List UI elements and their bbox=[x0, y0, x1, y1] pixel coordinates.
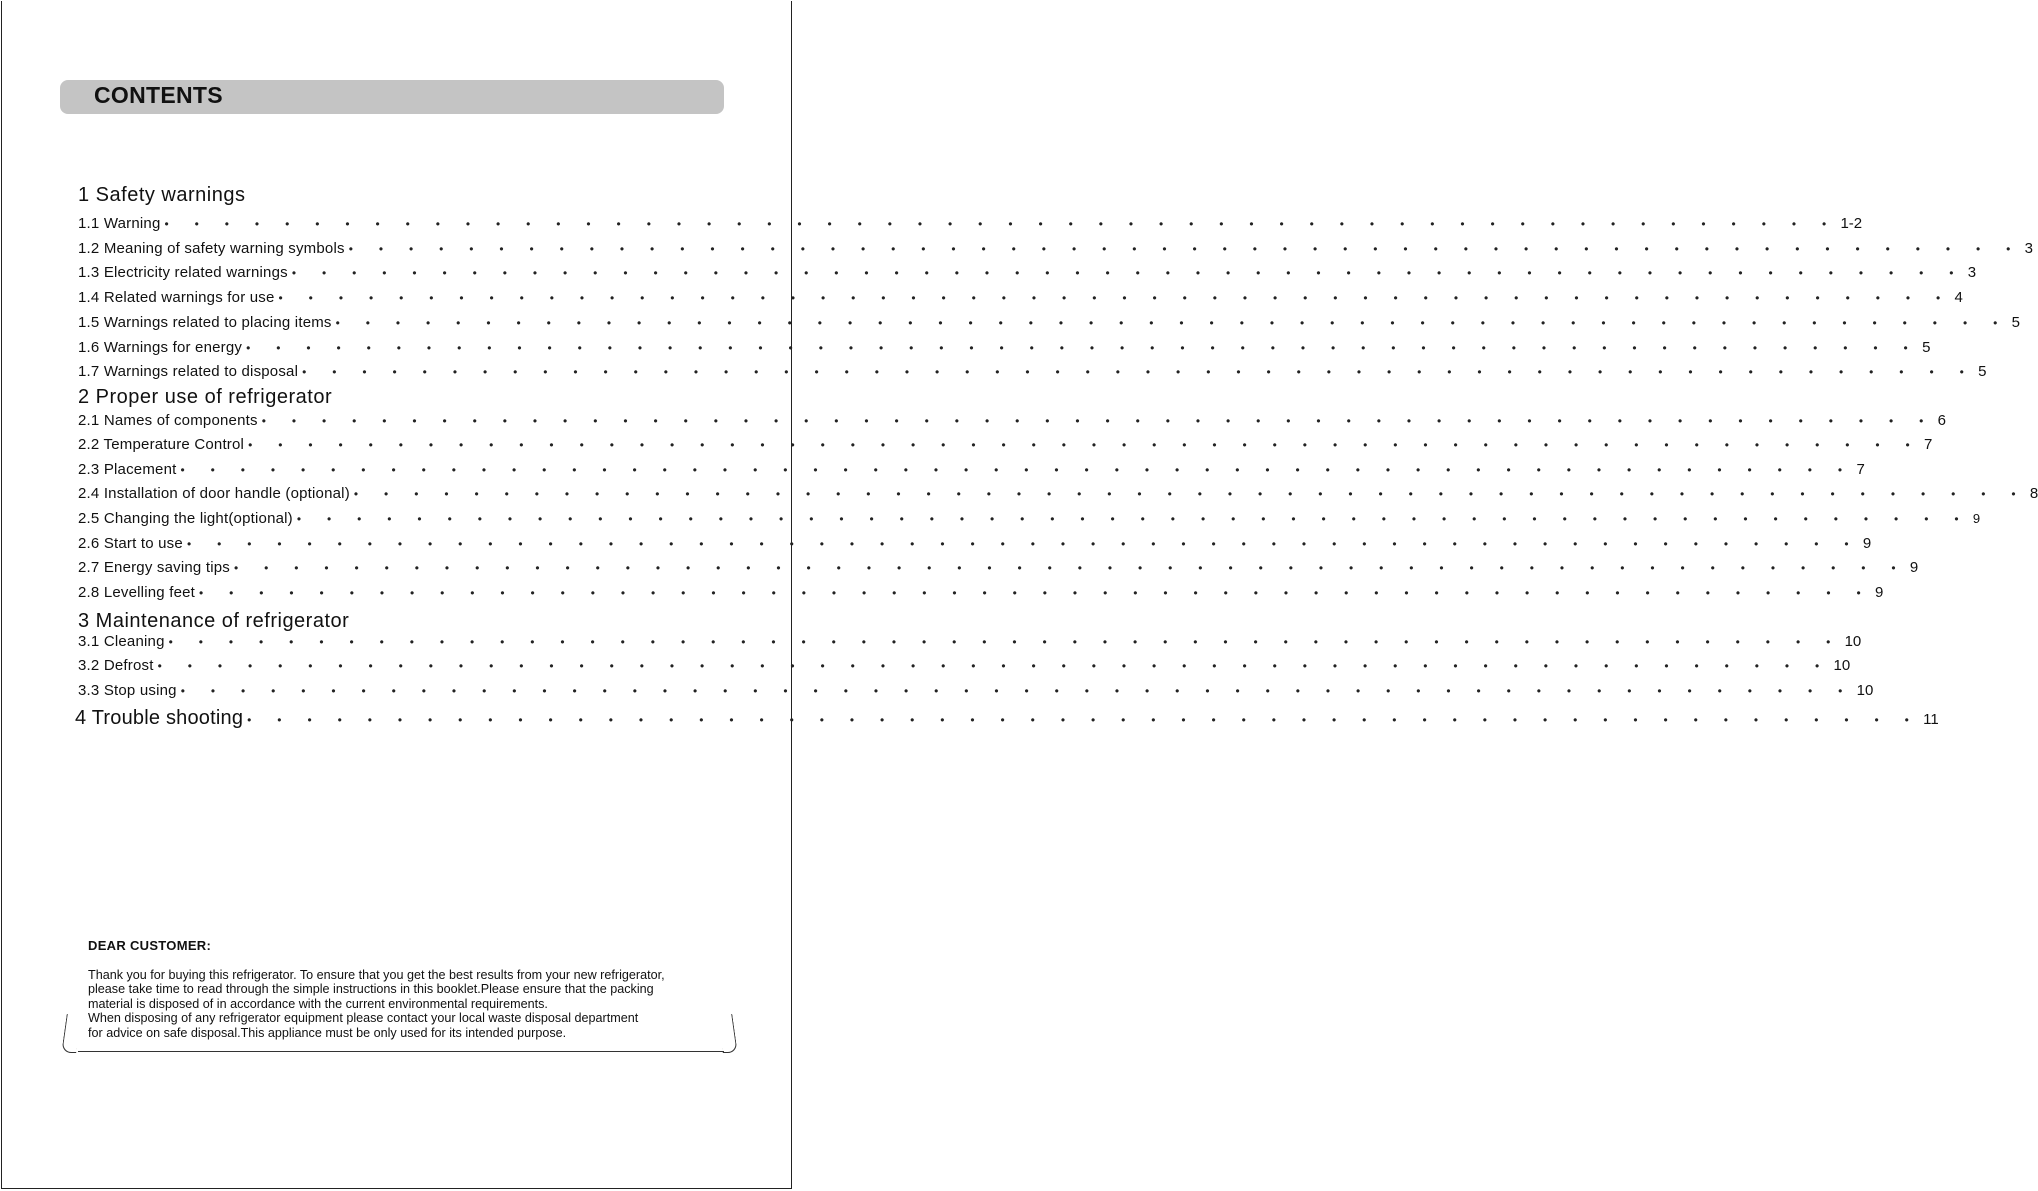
toc-entry-label: 1.3 Electricity related warnings bbox=[78, 264, 288, 281]
toc-entry-page: 7 bbox=[1924, 436, 1933, 453]
toc-entry-label: 1.2 Meaning of safety warning symbols bbox=[78, 240, 345, 257]
toc-entry-label: 2.5 Changing the light(optional) bbox=[78, 510, 293, 527]
toc-entry[interactable] bbox=[78, 412, 1946, 434]
toc-entry[interactable] bbox=[78, 633, 1862, 655]
toc-entry-label: 2.7 Energy saving tips bbox=[78, 559, 230, 576]
toc-entry-page: 3 bbox=[1967, 264, 1977, 281]
toc-entry-page: 4 bbox=[1954, 289, 1963, 306]
toc-entry-page: 8 bbox=[2029, 485, 2038, 502]
toc-entry-page: 9 bbox=[1972, 511, 1981, 526]
leader-dots: • • • • • • • • • • • • • • • • • • • • • • • • • • • • • • • • • • • • • • • • • • • • • • • • • • • • • • • • bbox=[302, 365, 1976, 379]
toc-entry-page: 10 bbox=[1833, 657, 1851, 674]
toc-entry-page: 10 bbox=[1844, 633, 1862, 650]
toc-entry[interactable] bbox=[78, 436, 1933, 458]
toc-entry[interactable] bbox=[78, 215, 1863, 237]
leader-dots: • • • • • • • • • • • • • • • • • • • • • • • • • • • • • • • • • • • • • • • • • • • • • • • • • • • • • • • • bbox=[348, 242, 2022, 256]
section-title-2: 2 Proper use of refrigerator bbox=[78, 386, 333, 408]
toc-entry-label: 2.3 Placement bbox=[78, 461, 177, 478]
toc-entry[interactable] bbox=[78, 535, 1872, 557]
toc-entry-label: 3.1 Cleaning bbox=[78, 633, 165, 650]
toc-entry[interactable] bbox=[78, 461, 1865, 483]
toc-entry-page: 9 bbox=[1874, 584, 1884, 601]
customer-heading: DEAR CUSTOMER: bbox=[88, 938, 212, 953]
customer-line: Thank you for buying this refrigerator. To ensure that you get the best results from your new refrigerator, bbox=[88, 968, 665, 982]
toc-entry[interactable] bbox=[78, 314, 2020, 336]
leader-dots: • • • • • • • • • • • • • • • • • • • • • • • • • • • • • • • • • • • • • • • • • • • • • • • • • • • • • • • • bbox=[296, 512, 1970, 526]
toc-entry[interactable] bbox=[78, 339, 1931, 361]
toc-entry-label: 2.1 Names of components bbox=[78, 412, 258, 429]
toc-entry-label: 1.4 Related warnings for use bbox=[78, 289, 275, 306]
toc-entry[interactable] bbox=[78, 510, 1981, 532]
leader-dots: • • • • • • • • • • • • • • • • • • • • • • • • • • • • • • • • • • • • • • • • • • • • • • • • • • • • • • • • bbox=[168, 635, 1842, 649]
leader-dots: • • • • • • • • • • • • • • • • • • • • • • • • • • • • • • • • • • • • • • • • • • • • • • • • • • • • • • • • bbox=[247, 713, 1921, 727]
toc-entry-label: 4 Trouble shooting bbox=[75, 707, 244, 729]
toc-entry-page: 1-2 bbox=[1840, 215, 1863, 232]
toc-entry-page: 5 bbox=[1978, 363, 1987, 380]
leader-dots: • • • • • • • • • • • • • • • • • • • • • • • • • • • • • • • • • • • • • • • • • • • • • • • • • • • • • • • • bbox=[248, 438, 1922, 452]
toc-entry-page: 9 bbox=[1862, 535, 1872, 552]
leader-dots: • • • • • • • • • • • • • • • • • • • • • • • • • • • • • • • • • • • • • • • • • • • • • • • • • • • • • • • • bbox=[278, 291, 1952, 305]
toc-entry[interactable] bbox=[78, 682, 1874, 704]
toc-entry[interactable] bbox=[78, 363, 1987, 385]
leader-dots: • • • • • • • • • • • • • • • • • • • • • • • • • • • • • • • • • • • • • • • • • • • • • • • • • • • • • • • • bbox=[233, 561, 1907, 575]
leader-dots: • • • • • • • • • • • • • • • • • • • • • • • • • • • • • • • • • • • • • • • • • • • • • • • • • • • • • • • • bbox=[157, 659, 1831, 673]
leader-dots: • • • • • • • • • • • • • • • • • • • • • • • • • • • • • • • • • • • • • • • • • • • • • • • • • • • • • • • • bbox=[180, 463, 1854, 477]
leader-dots: • • • • • • • • • • • • • • • • • • • • • • • • • • • • • • • • • • • • • • • • • • • • • • • • • • • • • • • • bbox=[291, 266, 1965, 280]
customer-line: material is disposed of in accordance with the current environmental requirements. bbox=[88, 996, 548, 1011]
section-title-1: 1 Safety warnings bbox=[78, 184, 246, 206]
toc-entry-page: 3 bbox=[2024, 240, 2033, 257]
toc-entry-label: 1.7 Warnings related to disposal bbox=[78, 363, 299, 380]
page-title: CONTENTS bbox=[94, 82, 223, 108]
toc-entry[interactable] bbox=[78, 240, 2033, 262]
customer-message bbox=[88, 968, 738, 1040]
toc-entry[interactable] bbox=[78, 264, 1977, 286]
customer-line: When disposing of any refrigerator equipment please contact your local waste disposal department bbox=[88, 1011, 639, 1026]
toc-entry[interactable] bbox=[78, 584, 1884, 606]
toc-entry[interactable] bbox=[78, 485, 2038, 507]
leader-dots: • • • • • • • • • • • • • • • • • • • • • • • • • • • • • • • • • • • • • • • • • • • • • • • • • • • • • • • • bbox=[199, 586, 1872, 600]
section-title-3: 3 Maintenance of refrigerator bbox=[78, 610, 350, 632]
leader-dots: • • • • • • • • • • • • • • • • • • • • • • • • • • • • • • • • • • • • • • • • • • • • • • • • • • • • • • • • bbox=[353, 487, 2027, 501]
toc-entry-page: 10 bbox=[1856, 682, 1874, 699]
toc-entry-page: 5 bbox=[2011, 314, 2020, 331]
toc-entry[interactable] bbox=[78, 657, 1851, 679]
toc-entry-label: 1.6 Warnings for energy bbox=[78, 339, 243, 356]
customer-line: please take time to read through the simple instructions in this booklet.Please ensure that the packing bbox=[88, 982, 654, 997]
toc-entry-label: 3.3 Stop using bbox=[78, 682, 177, 699]
customer-line: for advice on safe disposal.This appliance must be only used for its intended purpose. bbox=[88, 1025, 567, 1040]
toc-entry[interactable] bbox=[78, 559, 1919, 581]
toc-entry-page: 11 bbox=[1923, 711, 1939, 728]
toc-entry-page: 9 bbox=[1909, 559, 1919, 576]
leader-dots: • • • • • • • • • • • • • • • • • • • • • • • • • • • • • • • • • • • • • • • • • • • • • • • • • • • • • • • • bbox=[246, 341, 1920, 355]
leader-dots: • • • • • • • • • • • • • • • • • • • • • • • • • • • • • • • • • • • • • • • • • • • • • • • • • • • • • • • • bbox=[335, 316, 2009, 330]
toc-entry-label: 2.6 Start to use bbox=[78, 535, 183, 552]
toc-entry[interactable] bbox=[78, 289, 1963, 311]
toc-entry-page: 7 bbox=[1856, 461, 1865, 478]
leader-dots: • • • • • • • • • • • • • • • • • • • • • • • • • • • • • • • • • • • • • • • • • • • • • • • • • • • • • • • • bbox=[261, 414, 1935, 428]
toc-entry-label: 2.2 Temperature Control bbox=[78, 436, 245, 453]
toc-entry-page: 6 bbox=[1937, 412, 1946, 429]
leader-dots: • • • • • • • • • • • • • • • • • • • • • • • • • • • • • • • • • • • • • • • • • • • • • • • • • • • • • • • • bbox=[186, 537, 1860, 551]
toc-entry-label: 1.1 Warning bbox=[78, 215, 161, 232]
toc-entry-label: 2.4 Installation of door handle (optional) bbox=[78, 485, 350, 502]
leader-dots: • • • • • • • • • • • • • • • • • • • • • • • • • • • • • • • • • • • • • • • • • • • • • • • • • • • • • • • • bbox=[180, 684, 1854, 698]
toc-entry-label: 3.2 Defrost bbox=[78, 657, 154, 674]
toc-entry-label: 1.5 Warnings related to placing items bbox=[78, 314, 332, 331]
toc-entry-page: 5 bbox=[1922, 339, 1931, 356]
toc-entry-label: 2.8 Levelling feet bbox=[78, 584, 196, 601]
leader-dots: • • • • • • • • • • • • • • • • • • • • • • • • • • • • • • • • • • • • • • • • • • • • • • • • • • • • • • • • bbox=[164, 217, 1838, 231]
contents-header-bar bbox=[60, 80, 724, 114]
bracket-bottom-line bbox=[78, 1051, 724, 1052]
toc-entry-trouble-shooting[interactable] bbox=[75, 707, 1939, 733]
